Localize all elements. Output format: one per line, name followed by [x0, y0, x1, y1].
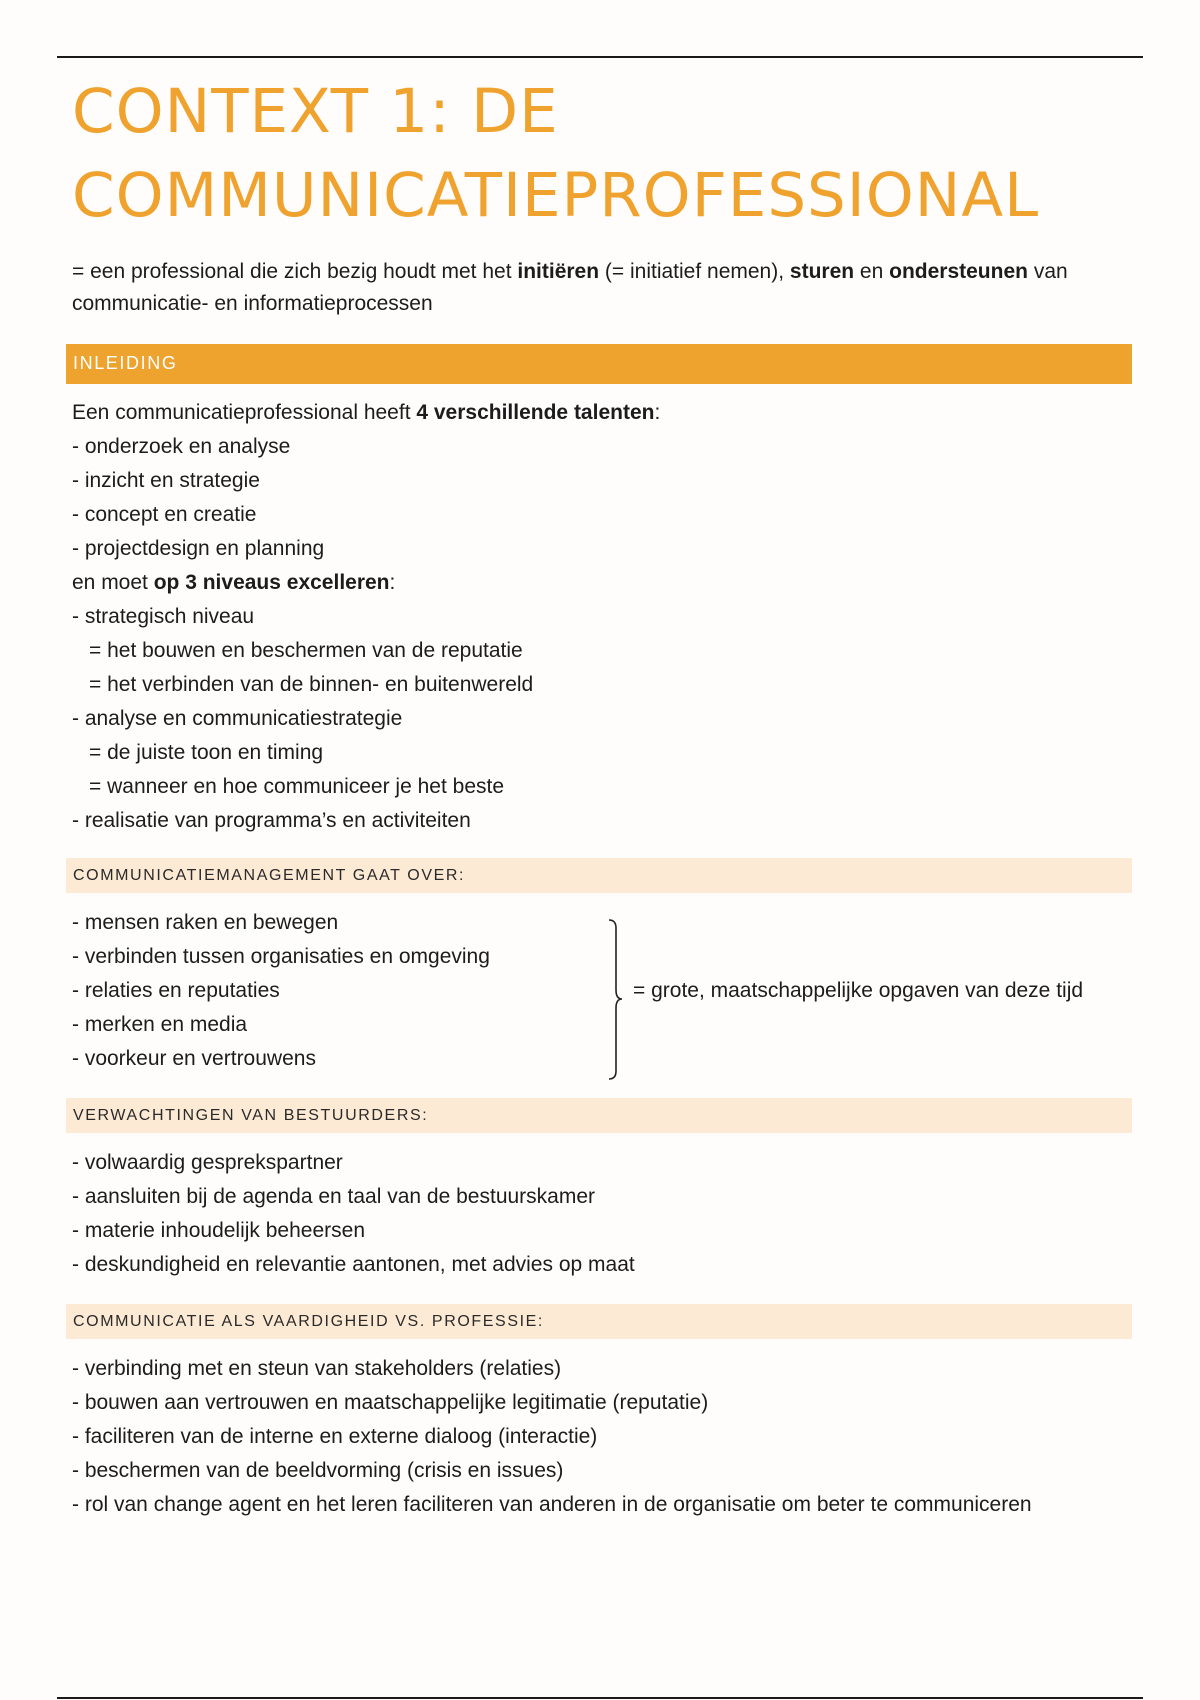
intro-text-mid2: en — [854, 260, 890, 283]
intro-text-mid1: (= initiatief nemen), — [599, 260, 790, 283]
list-item: - mensen raken en bewegen — [72, 911, 339, 934]
list-item: - concept en creatie — [72, 503, 257, 526]
list-item: - verbinding met en steun van stakeholders (relaties) — [72, 1357, 562, 1380]
list-subitem: = het bouwen en beschermen van de reputatie — [89, 639, 523, 662]
brace-annotation: = grote, maatschappelijke opgaven van deze tijd — [633, 979, 1084, 1002]
intro-text-pre: = een professional die zich bezig houdt met het — [72, 260, 518, 283]
section-heading-communicatiemanagement: COMMUNICATIEMANAGEMENT GAAT OVER: — [66, 858, 1132, 893]
list-item: - materie inhoudelijk beheersen — [72, 1219, 366, 1242]
list-item: - bouwen aan vertrouwen en maatschappelijke legitimatie (reputatie) — [72, 1391, 709, 1414]
section-heading-bestuurders: VERWACHTINGEN VAN BESTUURDERS: — [66, 1098, 1132, 1133]
list-item: - onderzoek en analyse — [72, 435, 291, 458]
bestuurders-list — [72, 1146, 1142, 1282]
list-item: - rol van change agent en het leren faciliteren van anderen in de organisatie om beter te communiceren — [72, 1493, 1032, 1516]
levels-bold: op 3 niveaus excelleren — [153, 571, 390, 594]
list-subitem: = de juiste toon en timing — [89, 741, 324, 764]
list-item: - verbinden tussen organisaties en omgeving — [72, 945, 490, 968]
section-heading-professie: COMMUNICATIE ALS VAARDIGHEID VS. PROFESSIE: — [66, 1304, 1132, 1339]
professie-list — [72, 1352, 1142, 1522]
list-item: - faciliteren van de interne en externe dialoog (interactie) — [72, 1425, 598, 1448]
list-item: - analyse en communicatiestrategie — [72, 707, 403, 730]
intro-bold-ondersteunen: ondersteunen — [889, 260, 1028, 283]
list-subitem: = wanneer en hoe communiceer je het beste — [89, 775, 505, 798]
talents-intro-line — [72, 396, 1142, 430]
list-item: - deskundigheid en relevantie aantonen, met advies op maat — [72, 1253, 635, 1276]
list-subitem: = het verbinden van de binnen- en buitenwereld — [89, 673, 534, 696]
list-item: - strategisch niveau — [72, 605, 255, 628]
levels-colon: : — [389, 571, 396, 594]
talents-bold: 4 verschillende talenten — [416, 401, 655, 424]
intro-bold-sturen: sturen — [789, 260, 855, 283]
list-item: - merken en media — [72, 1013, 248, 1036]
intro-definition — [72, 256, 1132, 320]
list-item: - volwaardig gesprekspartner — [72, 1151, 343, 1174]
inleiding-list — [72, 396, 1142, 838]
bottom-rule — [57, 1697, 1143, 1699]
list-item: - beschermen van de beeldvorming (crisis en issues) — [72, 1459, 564, 1482]
top-rule — [57, 56, 1143, 58]
page-title: CONTEXT 1: DE COMMUNICATIEPROFESSIONAL — [72, 76, 1040, 231]
list-item: - inzicht en strategie — [72, 469, 260, 492]
right-brace-icon — [604, 918, 628, 1081]
list-item: - voorkeur en vertrouwens — [72, 1047, 316, 1070]
list-item: - relaties en reputaties — [72, 979, 280, 1002]
intro-text-post: van communicatie- en informatieprocessen — [72, 260, 1068, 315]
talents-lead: Een communicatieprofessional heeft — [72, 401, 417, 424]
list-item: - aansluiten bij de agenda en taal van de bestuurskamer — [72, 1185, 596, 1208]
levels-lead: en moet — [72, 571, 154, 594]
list-item: - projectdesign en planning — [72, 537, 325, 560]
talents-colon: : — [654, 401, 661, 424]
list-item: - realisatie van programma’s en activiteiten — [72, 809, 471, 832]
section-heading-inleiding: INLEIDING — [66, 344, 1132, 384]
levels-intro-line — [72, 566, 1142, 600]
intro-bold-initieren: initiëren — [517, 260, 600, 283]
